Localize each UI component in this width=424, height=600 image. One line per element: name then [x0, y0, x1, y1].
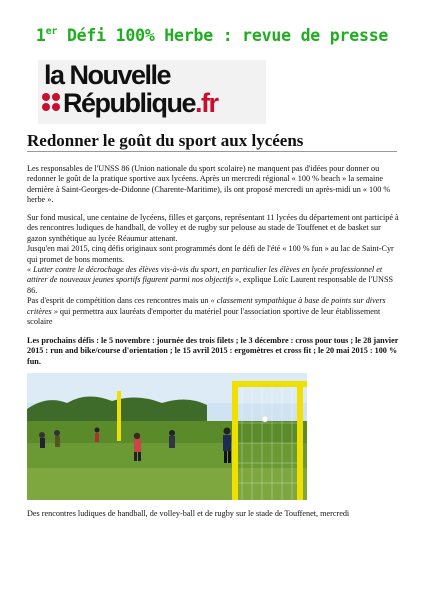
- logo-suffix: .fr: [195, 88, 218, 118]
- logo-line-1: la Nouvelle: [44, 60, 171, 90]
- page-title: 1er Défi 100% Herbe : revue de presse: [35, 25, 389, 45]
- newspaper-logo: [38, 60, 266, 124]
- article-paragraph-2: Sur fond musical, une centaine de lycéens, filles et garçons, représentant 11 lycées du département ont participé à des rencontres ludiques de handball, de volley et de rugby sur pelouse au stade de Touffenet et de basket sur gazon synthétique au lycée Réaumur attenant. Jusqu'en mai 2015, cinq défis originaux sont programmés dont le défi de l'été « 100 % fun » au lac de Saint-Cyr qui promet de bons moments. « Lutter contre le décrochage des élèves vis-à-vis du sport, en particulier les élèves en lycée professionnel et attirer de nouveaux jeunes sportifs figurent parmi nos objectifs », explique Loïc Laurent responsable de l'UNSS 86. Pas d'esprit de compétition dans ces rencontres mais un « classement sympathique à base de points sur divers critères » qui permettra aux lauréats d'emporter du matériel pour l'association sportive de leur établissement scolaire: [27, 213, 399, 327]
- logo-line-2: République.fr: [42, 88, 218, 118]
- article-photo: [27, 373, 307, 500]
- logo-dots-icon: [42, 93, 62, 113]
- title-superscript: er: [45, 25, 58, 37]
- title-divider: [27, 151, 397, 152]
- photo-caption: Des rencontres ludiques de handball, de volley-ball et de rugby sur le stade de Touffenet, mercredi: [27, 509, 350, 518]
- article-title: Redonner le goût du sport aux lycéens: [27, 131, 304, 150]
- sports-field-photo: [27, 373, 307, 500]
- article-paragraph-1: Les responsables de l'UNSS 86 (Union nationale du sport scolaire) ne manquent pas d'idées pour donner ou redonner le goût de la pratique sportive aux lycéens. Après un mercredi régional « 100 % beach » la semaine dernière à Saint-Georges-de-Didonne (Charente-Maritime), ils ont proposé mercredi un après-midi un « 100 % herbe ».: [27, 164, 391, 205]
- upcoming-challenges: Les prochains défis : le 5 novembre : journée des trois filets ; le 3 décembre : cross pour tous ; le 28 janvier 2015 : run and bike/course d'orientation ; le 15 avril 2015 : ergomètres et cross fit ; le 20 mai 2015 : 100 % fun.: [27, 336, 399, 366]
